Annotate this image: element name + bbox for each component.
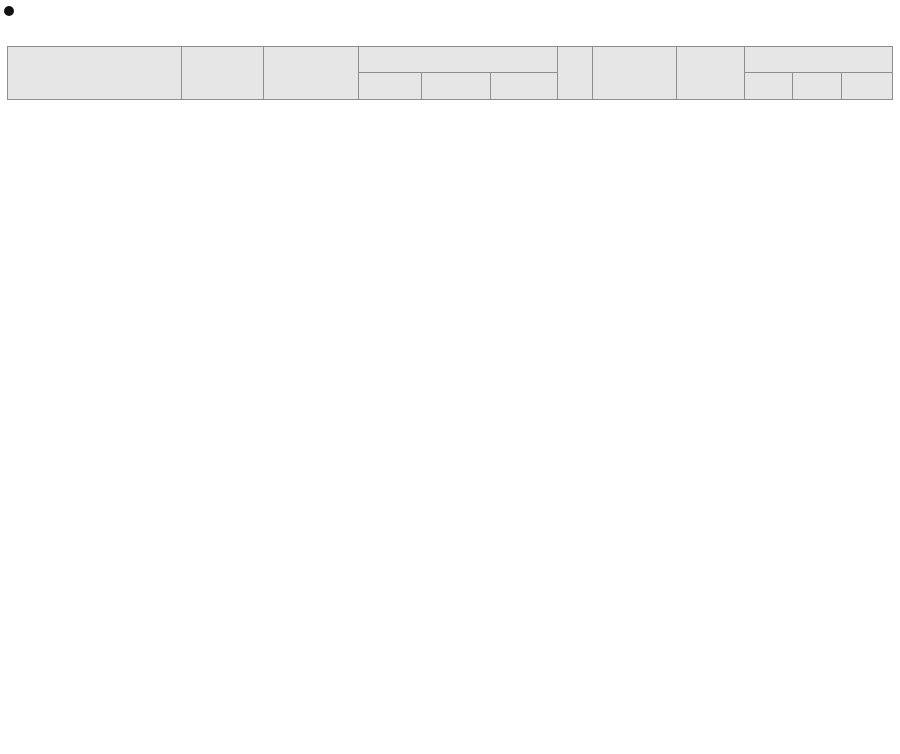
header-price-0.2 bbox=[745, 73, 793, 100]
header-ratio bbox=[264, 47, 359, 100]
header-price bbox=[745, 47, 893, 73]
header-acc-0.2 bbox=[358, 73, 422, 100]
header-spec bbox=[181, 47, 263, 100]
header-accuracy bbox=[358, 47, 557, 73]
bullet-icon bbox=[4, 6, 14, 16]
header-price-0.5s bbox=[792, 73, 841, 100]
section-title bbox=[4, 4, 20, 20]
header-turns bbox=[557, 47, 592, 100]
header-acc-0.2s bbox=[491, 73, 558, 100]
header-appearance bbox=[8, 47, 182, 100]
header-busbar bbox=[593, 47, 677, 100]
header-hole bbox=[677, 47, 745, 100]
header-price-0.2s bbox=[841, 73, 892, 100]
header-acc-0.5s bbox=[422, 73, 491, 100]
price-table bbox=[7, 46, 893, 100]
